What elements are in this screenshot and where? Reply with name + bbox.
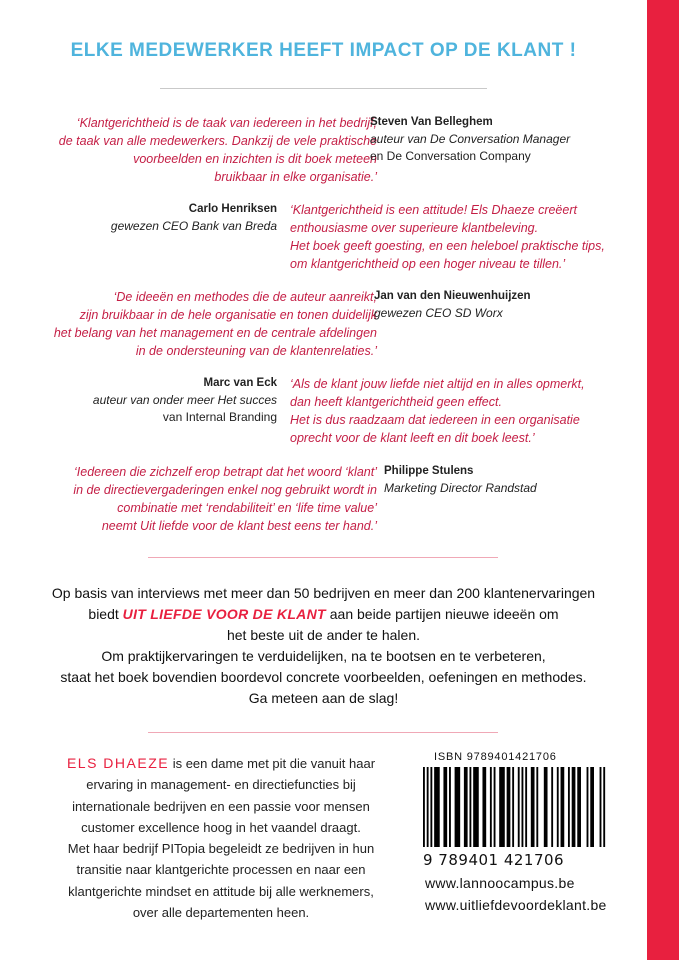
barcode-bar: [434, 767, 440, 847]
testimonial-role: van Internal Branding: [162, 410, 277, 424]
book-description: Op basis van interviews met meer dan 50 bedrijven en meer dan 200 klantenervaringen biedt UIT LIEFDE VOOR DE KLANT aan beide partijen nieuwe ideeën om het beste uit de ander te halen. Om praktijkervaringen te verduidelijken, na te bootsen en te verbeteren, staat het boek bovendien boordevol concrete voorbeelden, oefeningen en methodes. Ga meteen aan de slag!: [51, 585, 596, 706]
publisher-url[interactable]: www.lannoocampus.be: [425, 875, 575, 891]
testimonial-role: auteur van onder meer Het succes: [92, 393, 277, 407]
testimonial-name: Jan van den Nieuwenhuijzen: [374, 290, 531, 302]
barcode-bar: [577, 767, 581, 847]
testimonial-quote: ‘Klantgerichtheid is een attitude! Els Dhaeze creëert enthousiasme over superieure klantbeleving. Het boek geeft goesting, en een heleboel praktische tips, om klantgerichtheid op een hoger niveau te tillen.’: [290, 203, 605, 271]
barcode-bar: [522, 767, 524, 847]
barcode-bar: [551, 767, 553, 847]
testimonial-name: Carlo Henriksen: [188, 203, 277, 215]
testimonial-attribution: [384, 463, 537, 497]
barcode-bar: [469, 767, 471, 847]
barcode-bar: [587, 767, 589, 847]
barcode-bar: [600, 767, 602, 847]
testimonial-role: gewezen CEO SD Worx: [374, 306, 503, 320]
barcode-bar: [499, 767, 505, 847]
testimonial-attribution: [111, 201, 277, 235]
barcode-bar: [590, 767, 594, 847]
barcode-bar: [531, 767, 535, 847]
lower-divider: [148, 732, 498, 733]
barcode-bar: [427, 767, 429, 847]
barcode-bar: [536, 767, 538, 847]
barcode-bar: [455, 767, 461, 847]
barcode-bar: [464, 767, 468, 847]
barcode-bar: [449, 767, 451, 847]
book-website-url[interactable]: www.uitliefdevoordeklant.be: [425, 897, 607, 913]
testimonial-role: gewezen CEO Bank van Breda: [110, 219, 277, 233]
top-divider: [160, 88, 487, 89]
testimonial-name: Philippe Stulens: [384, 465, 474, 477]
barcode-bar: [490, 767, 492, 847]
back-cover-heading: ELKE MEDEWERKER HEEFT IMPACT OP DE KLANT !: [70, 40, 577, 61]
testimonial-role: en De Conversation Company: [370, 149, 531, 163]
barcode-bar: [512, 767, 514, 847]
barcode-bar: [518, 767, 520, 847]
testimonial-quote: ‘De ideeën en methodes die de auteur aanreikt, zijn bruikbaar in de hele organisatie en tonen duidelijk het belang van het management en de centrale afdelingen in de ondersteuning van de klantenrelaties.’: [53, 290, 377, 358]
testimonial-quote: ‘Als de klant jouw liefde niet altijd en in alles opmerkt, dan heeft klantgerichtheid geen effect. Het is dus raadzaam dat iedereen in een organisatie oprecht voor de klant leeft en dit boek leest.’: [290, 377, 585, 445]
barcode-bar: [507, 767, 511, 847]
testimonial-attribution: [370, 114, 570, 165]
testimonial-name: Steven Van Belleghem: [370, 116, 493, 128]
barcode-bar: [561, 767, 565, 847]
testimonial-attribution: [93, 375, 277, 426]
isbn-label: ISBN 9789401421706: [434, 751, 557, 763]
author-bio: ELS DHAEZE is een dame met pit die vanuit haar ervaring in management- en directiefuncties bij internationale bedrijven en een passie voor mensen customer excellence hoog in het vaandel draagt. Met haar bedrijf PITopia begeleidt ze bedrijven in hun transitie naar klantgerichte processen en naar een klantgerichte mindset en attitude bij alle werknemers, over alle departementen heen.: [66, 755, 376, 921]
testimonial-role: Marketing Director Randstad: [384, 481, 537, 495]
barcode-bar: [568, 767, 570, 847]
barcode-bar: [557, 767, 559, 847]
barcode-digits: 9 789401 421706: [423, 851, 565, 869]
middle-divider: [148, 557, 498, 558]
barcode-bar: [572, 767, 576, 847]
testimonial-attribution: [374, 288, 531, 322]
barcode-bar: [423, 767, 425, 847]
right-edge-red-band: [647, 0, 679, 960]
author-name: ELS DHAEZE: [66, 755, 170, 771]
barcode-bar: [494, 767, 496, 847]
book-title-highlight: UIT LIEFDE VOOR DE KLANT: [122, 606, 326, 622]
barcode-bar: [482, 767, 486, 847]
testimonial-role: auteur van De Conversation Manager: [370, 132, 571, 146]
testimonial-quote: ‘Iedereen die zichzelf erop betrapt dat het woord ‘klant’ in de directievergaderingen enkel nog gebruikt wordt in combinatie met ‘rendabiliteit’ en ‘life time value’ neemt Uit liefde voor de klant best eens ter hand.’: [73, 465, 377, 533]
testimonial-quote: ‘Klantgerichtheid is de taak van iedereen in het bedrijf, de taak van alle medewerkers. Dankzij de vele praktische voorbeelden en inzichten is dit boek meteen bruikbaar in elke organisatie.’: [58, 116, 377, 184]
barcode-bar: [443, 767, 447, 847]
barcode-bar: [544, 767, 548, 847]
barcode-image: [423, 767, 607, 847]
barcode-bar: [473, 767, 479, 847]
testimonial-name: Marc van Eck: [203, 377, 277, 389]
barcode-bar: [430, 767, 432, 847]
barcode-bar: [603, 767, 605, 847]
barcode-bar: [525, 767, 527, 847]
